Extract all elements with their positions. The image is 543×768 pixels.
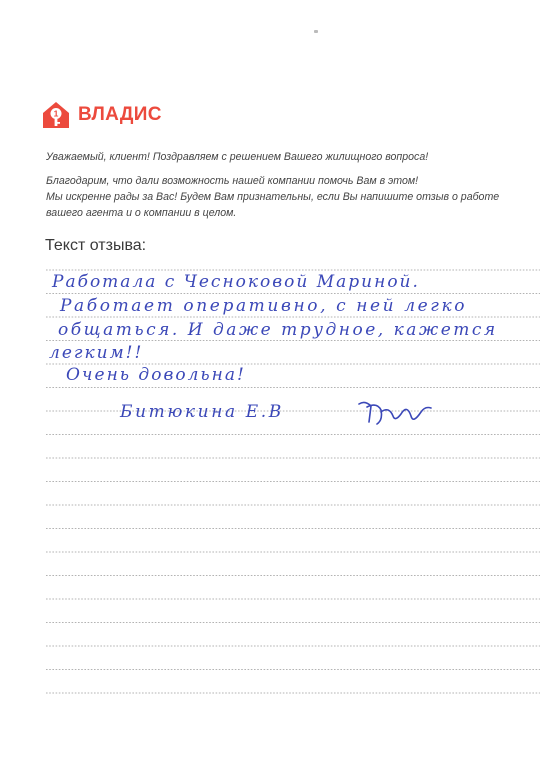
handwriting-line: Работала с Чесноковой Мариной. <box>52 272 420 292</box>
intro-thanks: Благодарим, что дали возможность нашей компании помочь Вам в этом! <box>46 175 419 187</box>
handwriting-line: легким!! <box>49 343 144 363</box>
handwritten-signature <box>355 398 435 428</box>
handwriting-line: общаться. И даже трудное, кажется <box>58 320 498 340</box>
review-heading: Текст отзыва: <box>45 237 147 254</box>
intro-request: Мы искренне рады за Вас! Будем Вам признательны, если Вы напишите отзыв о работе <box>46 191 500 203</box>
review-author: Битюкина Е.В <box>120 402 284 422</box>
logo-digit: 1 <box>53 108 59 119</box>
brand-name: ВЛАДИС <box>78 104 162 125</box>
intro-greeting: Уважаемый, клиент! Поздравляем с решением Вашего жилищного вопроса! <box>46 151 429 163</box>
handwriting-line: Очень довольна! <box>66 365 246 385</box>
handwriting-line: Работает оперативно, с ней легко <box>60 296 468 316</box>
intro-request-cont: вашего агента и о компании в целом. <box>46 207 237 219</box>
